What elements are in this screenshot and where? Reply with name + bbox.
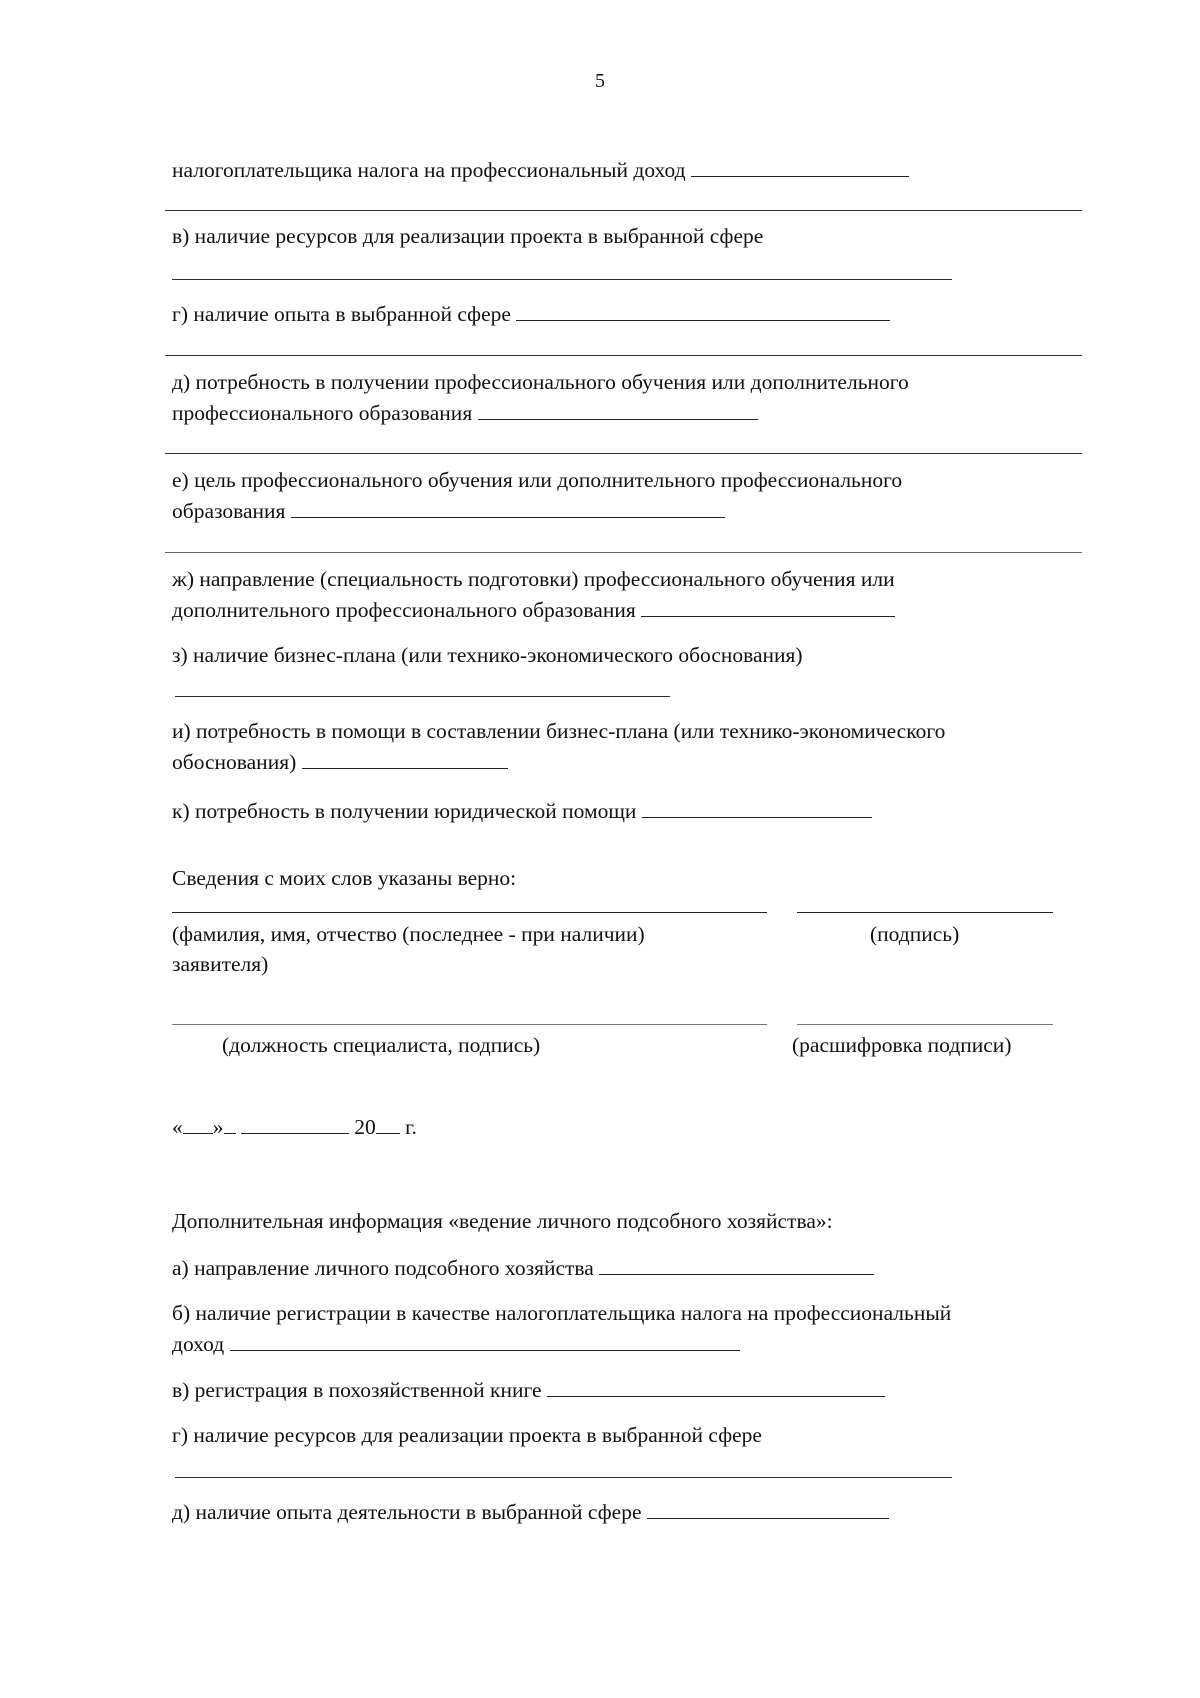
signature-caption: (подпись) [870,922,960,946]
extra-item-b-line1: б) наличие регистрации в качестве налогоплательщика налога на профессиональный [172,1301,952,1325]
date-open-quote: « [172,1115,183,1139]
answer-line[interactable] [165,552,1082,553]
extra-item-v-answer-field[interactable] [547,1374,885,1397]
extra-item-a-answer-field[interactable] [599,1252,874,1275]
item-e-line2 [172,495,725,526]
extra-item-v [172,1374,885,1405]
extra-item-d-answer-field[interactable] [647,1496,889,1519]
extra-item-a [172,1252,874,1283]
date-close-quote: » [212,1115,224,1139]
item-k-text: к) потребность в получении юридической помощи [172,799,637,823]
item-k-answer-field[interactable] [642,795,872,818]
date-gap-line [224,1111,236,1134]
decoding-caption: (расшифровка подписи) [792,1033,1012,1057]
item-e-answer-field[interactable] [291,495,725,518]
item-e-text: образования [172,499,286,523]
item-d-answer-field[interactable] [478,397,758,420]
item-v: в) наличие ресурсов для реализации проекта в выбранной сфере [172,224,764,248]
item-i-text: обоснования) [172,750,297,774]
extra-item-g: г) наличие ресурсов для реализации проекта в выбранной сфере [172,1423,762,1447]
extra-item-b-text: доход [172,1332,225,1356]
item-zh-line1: ж) направление (специальность подготовки) профессионального обучения или [172,567,895,591]
extra-item-a-text: а) направление личного подсобного хозяйства [172,1256,594,1280]
decoding-line[interactable] [797,1024,1053,1025]
applicant-signature-line[interactable] [797,912,1053,913]
item-z-answer-line[interactable] [175,696,670,697]
specialist-line[interactable] [172,1024,767,1025]
item-v-answer-line[interactable] [172,279,952,280]
item-d-line2 [172,397,758,428]
extra-item-d [172,1496,889,1527]
extra-item-g-answer-line[interactable] [175,1477,952,1478]
extra-item-b-answer-field[interactable] [230,1328,740,1351]
extra-item-d-text: д) наличие опыта деятельности в выбранной сфере [172,1500,642,1524]
taxpayer-line-text: налогоплательщика налога на профессиональный доход [172,158,686,182]
taxpayer-answer-field[interactable] [691,154,909,177]
answer-line[interactable] [165,210,1082,211]
item-i-line2 [172,746,508,777]
date-year-suffix: г. [405,1115,417,1139]
date-line [172,1111,417,1142]
item-i-answer-field[interactable] [302,746,508,769]
date-year-field[interactable] [376,1111,400,1134]
page-number: 5 [595,70,605,92]
item-zh-line2 [172,594,895,625]
item-i-line1: и) потребность в помощи в составлении бизнес-плана (или технико-экономического [172,719,946,743]
item-g-answer-field[interactable] [516,298,890,321]
item-zh-text: дополнительного профессионального образования [172,598,636,622]
item-k [172,795,872,826]
date-month-field[interactable] [241,1111,349,1134]
taxpayer-line [172,154,909,185]
item-zh-answer-field[interactable] [641,594,895,617]
confirmation-text: Сведения с моих слов указаны верно: [172,866,517,890]
extra-item-b-line2 [172,1328,740,1359]
answer-line[interactable] [165,355,1082,356]
extra-heading: Дополнительная информация «ведение личного подсобного хозяйства»: [172,1209,833,1233]
item-z: з) наличие бизнес-плана (или технико-экономического обоснования) [172,643,803,667]
applicant-name-line[interactable] [172,912,767,913]
specialist-caption: (должность специалиста, подпись) [222,1033,541,1057]
answer-line[interactable] [165,453,1082,454]
date-day-field[interactable] [183,1111,213,1134]
item-d-line1: д) потребность в получении профессионального обучения или дополнительного [172,370,909,394]
applicant-name-caption-1: (фамилия, имя, отчество (последнее - при наличии) [172,922,645,946]
item-d-text: профессионального образования [172,401,473,425]
item-e-line1: е) цель профессионального обучения или дополнительного профессионального [172,468,903,492]
date-year-prefix: 20 [354,1115,376,1139]
item-g-text: г) наличие опыта в выбранной сфере [172,302,511,326]
applicant-name-caption-2: заявителя) [172,952,269,976]
item-g [172,298,890,329]
extra-item-v-text: в) регистрация в похозяйственной книге [172,1378,542,1402]
